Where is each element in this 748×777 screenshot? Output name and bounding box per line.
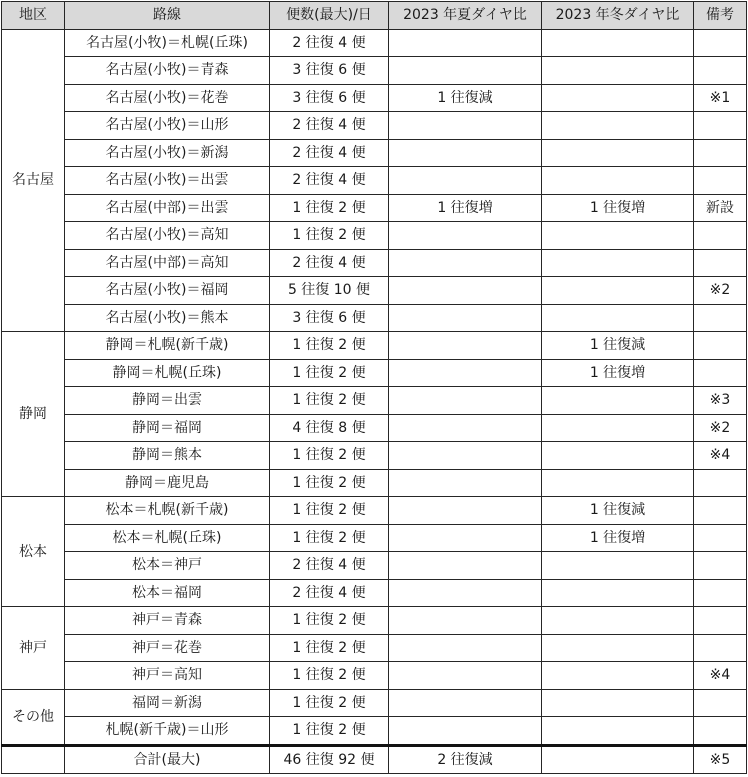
cell-flights: 1 往復 2 便 bbox=[270, 662, 389, 690]
table-row bbox=[2, 249, 747, 277]
table-row bbox=[2, 332, 747, 360]
cell-summer bbox=[389, 442, 542, 470]
cell-winter bbox=[542, 57, 694, 85]
cell-summer bbox=[389, 414, 542, 442]
table-row bbox=[2, 607, 747, 635]
cell-flights: 1 往復 2 便 bbox=[270, 607, 389, 635]
table-row bbox=[2, 194, 747, 222]
cell-note bbox=[694, 689, 747, 717]
cell-winter bbox=[542, 607, 694, 635]
cell-note bbox=[694, 304, 747, 332]
cell-route: 神戸＝青森 bbox=[65, 607, 270, 635]
cell-route: 札幌(新千歳)＝山形 bbox=[65, 717, 270, 746]
cell-summer bbox=[389, 332, 542, 360]
table-row bbox=[2, 112, 747, 140]
cell-route: 神戸＝花巻 bbox=[65, 634, 270, 662]
cell-note bbox=[694, 249, 747, 277]
cell-winter bbox=[542, 304, 694, 332]
table-row bbox=[2, 387, 747, 415]
cell-flights: 3 往復 6 便 bbox=[270, 84, 389, 112]
table-row bbox=[2, 222, 747, 250]
cell-route: 名古屋(中部)＝出雲 bbox=[65, 194, 270, 222]
cell-note bbox=[694, 469, 747, 497]
cell-summer: 1 往復減 bbox=[389, 84, 542, 112]
cell-winter: 1 往復増 bbox=[542, 359, 694, 387]
cell-winter bbox=[542, 442, 694, 470]
table-row bbox=[2, 442, 747, 470]
total-row bbox=[2, 745, 747, 774]
cell-summer bbox=[389, 717, 542, 746]
cell-summer bbox=[389, 29, 542, 57]
table-body bbox=[2, 29, 747, 774]
cell-flights: 3 往復 6 便 bbox=[270, 304, 389, 332]
cell-summer bbox=[389, 359, 542, 387]
cell-note bbox=[694, 139, 747, 167]
cell-winter bbox=[542, 552, 694, 580]
table-row bbox=[2, 414, 747, 442]
cell-note: ※4 bbox=[694, 662, 747, 690]
cell-flights: 1 往復 2 便 bbox=[270, 469, 389, 497]
cell-winter bbox=[542, 139, 694, 167]
cell-route: 名古屋(小牧)＝出雲 bbox=[65, 167, 270, 195]
cell-winter bbox=[542, 167, 694, 195]
table-row bbox=[2, 689, 747, 717]
cell-flights: 2 往復 4 便 bbox=[270, 29, 389, 57]
header-region: 地区 bbox=[2, 2, 65, 30]
header-note: 備考 bbox=[694, 2, 747, 30]
cell-region: 静岡 bbox=[2, 332, 65, 497]
header-row bbox=[2, 2, 747, 30]
cell-summer bbox=[389, 662, 542, 690]
cell-note bbox=[694, 552, 747, 580]
cell-note: ※2 bbox=[694, 414, 747, 442]
cell-flights: 2 往復 4 便 bbox=[270, 139, 389, 167]
cell-flights: 3 往復 6 便 bbox=[270, 57, 389, 85]
cell-flights: 1 往復 2 便 bbox=[270, 387, 389, 415]
total-route: 合計(最大) bbox=[65, 745, 270, 774]
cell-summer bbox=[389, 57, 542, 85]
cell-summer bbox=[389, 222, 542, 250]
cell-summer bbox=[389, 634, 542, 662]
cell-summer bbox=[389, 497, 542, 525]
cell-flights: 2 往復 4 便 bbox=[270, 552, 389, 580]
cell-route: 静岡＝福岡 bbox=[65, 414, 270, 442]
cell-region: 名古屋 bbox=[2, 29, 65, 332]
cell-summer bbox=[389, 607, 542, 635]
cell-note bbox=[694, 332, 747, 360]
cell-winter bbox=[542, 29, 694, 57]
table-row bbox=[2, 57, 747, 85]
cell-route: 名古屋(小牧)＝札幌(丘珠) bbox=[65, 29, 270, 57]
cell-flights: 1 往復 2 便 bbox=[270, 442, 389, 470]
cell-note bbox=[694, 57, 747, 85]
cell-summer bbox=[389, 387, 542, 415]
cell-region: 神戸 bbox=[2, 607, 65, 690]
cell-note: ※1 bbox=[694, 84, 747, 112]
table-row bbox=[2, 139, 747, 167]
cell-summer bbox=[389, 689, 542, 717]
cell-summer bbox=[389, 524, 542, 552]
cell-note bbox=[694, 607, 747, 635]
cell-winter: 1 往復減 bbox=[542, 332, 694, 360]
cell-winter bbox=[542, 662, 694, 690]
cell-flights: 1 往復 2 便 bbox=[270, 497, 389, 525]
table-row bbox=[2, 359, 747, 387]
cell-winter bbox=[542, 689, 694, 717]
cell-route: 名古屋(小牧)＝花巻 bbox=[65, 84, 270, 112]
cell-route: 名古屋(小牧)＝山形 bbox=[65, 112, 270, 140]
cell-flights: 5 往復 10 便 bbox=[270, 277, 389, 305]
cell-flights: 1 往復 2 便 bbox=[270, 194, 389, 222]
cell-note bbox=[694, 222, 747, 250]
cell-winter bbox=[542, 414, 694, 442]
cell-summer bbox=[389, 304, 542, 332]
header-flights: 便数(最大)/日 bbox=[270, 2, 389, 30]
cell-route: 神戸＝高知 bbox=[65, 662, 270, 690]
table-row bbox=[2, 662, 747, 690]
cell-note bbox=[694, 717, 747, 746]
table-row bbox=[2, 29, 747, 57]
cell-route: 松本＝札幌(新千歳) bbox=[65, 497, 270, 525]
cell-route: 静岡＝札幌(丘珠) bbox=[65, 359, 270, 387]
header-summer-comparison: 2023 年夏ダイヤ比 bbox=[389, 2, 542, 30]
cell-winter bbox=[542, 469, 694, 497]
cell-flights: 1 往復 2 便 bbox=[270, 717, 389, 746]
total-flights: 46 往復 92 便 bbox=[270, 745, 389, 774]
cell-flights: 1 往復 2 便 bbox=[270, 222, 389, 250]
cell-summer: 1 往復増 bbox=[389, 194, 542, 222]
cell-note bbox=[694, 112, 747, 140]
flight-schedule-table bbox=[1, 1, 747, 774]
cell-winter: 1 往復減 bbox=[542, 497, 694, 525]
cell-summer bbox=[389, 579, 542, 607]
cell-summer bbox=[389, 249, 542, 277]
header-route: 路線 bbox=[65, 2, 270, 30]
cell-note: ※2 bbox=[694, 277, 747, 305]
cell-route: 名古屋(小牧)＝熊本 bbox=[65, 304, 270, 332]
table-row bbox=[2, 717, 747, 746]
cell-flights: 1 往復 2 便 bbox=[270, 359, 389, 387]
cell-flights: 4 往復 8 便 bbox=[270, 414, 389, 442]
cell-route: 名古屋(中部)＝高知 bbox=[65, 249, 270, 277]
cell-summer bbox=[389, 139, 542, 167]
cell-route: 名古屋(小牧)＝高知 bbox=[65, 222, 270, 250]
cell-note: 新設 bbox=[694, 194, 747, 222]
cell-route: 名古屋(小牧)＝新潟 bbox=[65, 139, 270, 167]
table-row bbox=[2, 524, 747, 552]
cell-route: 静岡＝札幌(新千歳) bbox=[65, 332, 270, 360]
cell-region: その他 bbox=[2, 689, 65, 745]
cell-route: 松本＝札幌(丘珠) bbox=[65, 524, 270, 552]
cell-note bbox=[694, 579, 747, 607]
cell-winter: 1 往復増 bbox=[542, 524, 694, 552]
table-row bbox=[2, 304, 747, 332]
cell-summer bbox=[389, 112, 542, 140]
table-row bbox=[2, 469, 747, 497]
cell-summer bbox=[389, 552, 542, 580]
cell-route: 松本＝福岡 bbox=[65, 579, 270, 607]
cell-winter bbox=[542, 222, 694, 250]
cell-region: 松本 bbox=[2, 497, 65, 607]
cell-route: 静岡＝鹿児島 bbox=[65, 469, 270, 497]
table-row bbox=[2, 552, 747, 580]
cell-flights: 2 往復 4 便 bbox=[270, 167, 389, 195]
table-row bbox=[2, 497, 747, 525]
cell-route: 名古屋(小牧)＝福岡 bbox=[65, 277, 270, 305]
cell-route: 名古屋(小牧)＝青森 bbox=[65, 57, 270, 85]
cell-winter: 1 往復増 bbox=[542, 194, 694, 222]
cell-flights: 1 往復 2 便 bbox=[270, 332, 389, 360]
cell-winter bbox=[542, 277, 694, 305]
cell-winter bbox=[542, 717, 694, 746]
table-row bbox=[2, 277, 747, 305]
cell-winter bbox=[542, 387, 694, 415]
table-header bbox=[2, 2, 747, 30]
cell-route: 松本＝神戸 bbox=[65, 552, 270, 580]
cell-flights: 2 往復 4 便 bbox=[270, 249, 389, 277]
cell-summer bbox=[389, 277, 542, 305]
cell-flights: 1 往復 2 便 bbox=[270, 689, 389, 717]
total-winter bbox=[542, 745, 694, 774]
cell-route: 静岡＝熊本 bbox=[65, 442, 270, 470]
cell-winter bbox=[542, 112, 694, 140]
header-winter-comparison: 2023 年冬ダイヤ比 bbox=[542, 2, 694, 30]
table-row bbox=[2, 167, 747, 195]
cell-winter bbox=[542, 84, 694, 112]
total-region bbox=[2, 745, 65, 774]
cell-winter bbox=[542, 249, 694, 277]
cell-winter bbox=[542, 634, 694, 662]
cell-winter bbox=[542, 579, 694, 607]
cell-note: ※3 bbox=[694, 387, 747, 415]
cell-note bbox=[694, 29, 747, 57]
total-note: ※5 bbox=[694, 745, 747, 774]
cell-summer bbox=[389, 167, 542, 195]
cell-note bbox=[694, 167, 747, 195]
cell-flights: 1 往復 2 便 bbox=[270, 634, 389, 662]
cell-note: ※4 bbox=[694, 442, 747, 470]
cell-note bbox=[694, 524, 747, 552]
cell-route: 福岡＝新潟 bbox=[65, 689, 270, 717]
cell-note bbox=[694, 634, 747, 662]
cell-summer bbox=[389, 469, 542, 497]
cell-flights: 2 往復 4 便 bbox=[270, 579, 389, 607]
total-summer: 2 往復減 bbox=[389, 745, 542, 774]
table-row bbox=[2, 84, 747, 112]
table-row bbox=[2, 579, 747, 607]
cell-flights: 1 往復 2 便 bbox=[270, 524, 389, 552]
cell-note bbox=[694, 359, 747, 387]
table-row bbox=[2, 634, 747, 662]
cell-note bbox=[694, 497, 747, 525]
cell-route: 静岡＝出雲 bbox=[65, 387, 270, 415]
cell-flights: 2 往復 4 便 bbox=[270, 112, 389, 140]
